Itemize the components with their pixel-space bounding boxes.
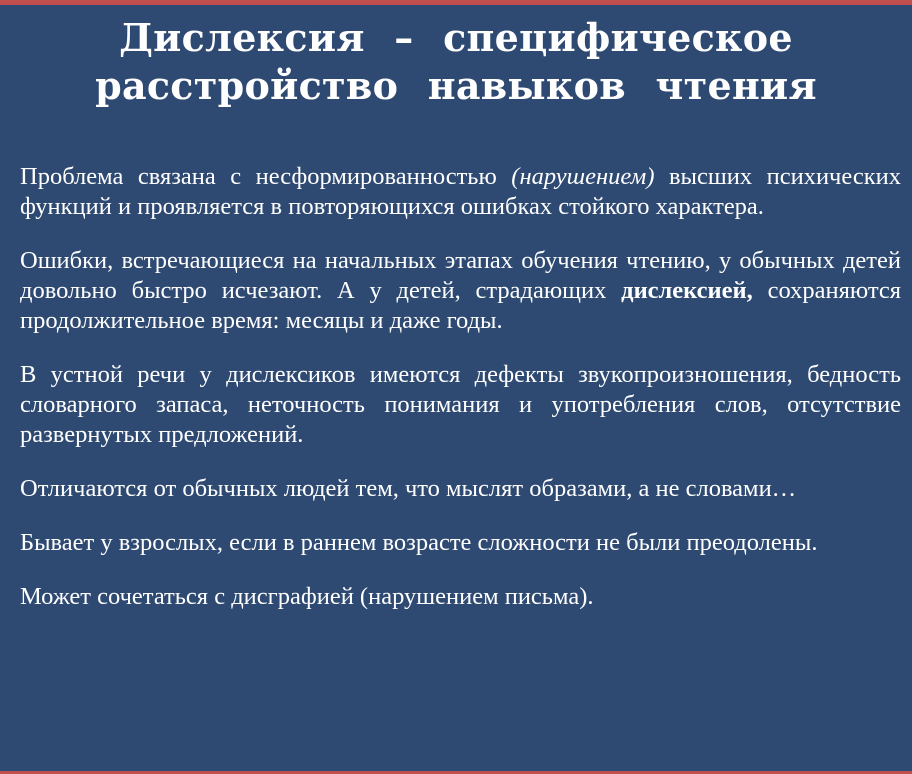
paragraph-dysgraphia: Может сочетаться с дисграфией (нарушением письма). xyxy=(20,583,594,610)
paragraph-problem xyxy=(20,162,901,222)
slide-title xyxy=(20,14,892,110)
slide-title-line-1: Дислексия – специфическое xyxy=(119,15,793,60)
paragraph-errors-bold: дислексией, xyxy=(621,277,753,304)
paragraph-errors-text: Ошибки, встречающиеся на начальных этапах обучения чтению, у обычных детей довольно быстро исчезают. А у детей, страдающих xyxy=(20,247,901,304)
paragraph-problem-text: Проблема связана с несформированностью xyxy=(20,163,512,190)
slide-body xyxy=(20,162,901,612)
paragraph-thinking: Отличаются от обычных людей тем, что мыслят образами, а не словами… xyxy=(20,475,797,502)
paragraph-problem-italic: (нарушением) xyxy=(511,163,655,190)
slide-title-line-2: расстройство навыков чтения xyxy=(95,63,817,108)
paragraph-errors-text-end: сохраняются продолжительное время: месяцы и даже годы. xyxy=(20,277,901,334)
paragraph-errors xyxy=(20,246,901,336)
paragraph-speech: В устной речи у дислексиков имеются дефекты звукопроизношения, бедность словарного запаса, неточность понимания и употребления слов, отсутствие развернутых предложений. xyxy=(20,361,901,448)
top-accent-bar xyxy=(0,0,912,5)
paragraph-problem-text-end: высших психических функций и проявляется в повторяющихся ошибках стойкого характера. xyxy=(20,163,901,220)
paragraph-adults: Бывает у взрослых, если в раннем возрасте сложности не были преодолены. xyxy=(20,529,818,556)
